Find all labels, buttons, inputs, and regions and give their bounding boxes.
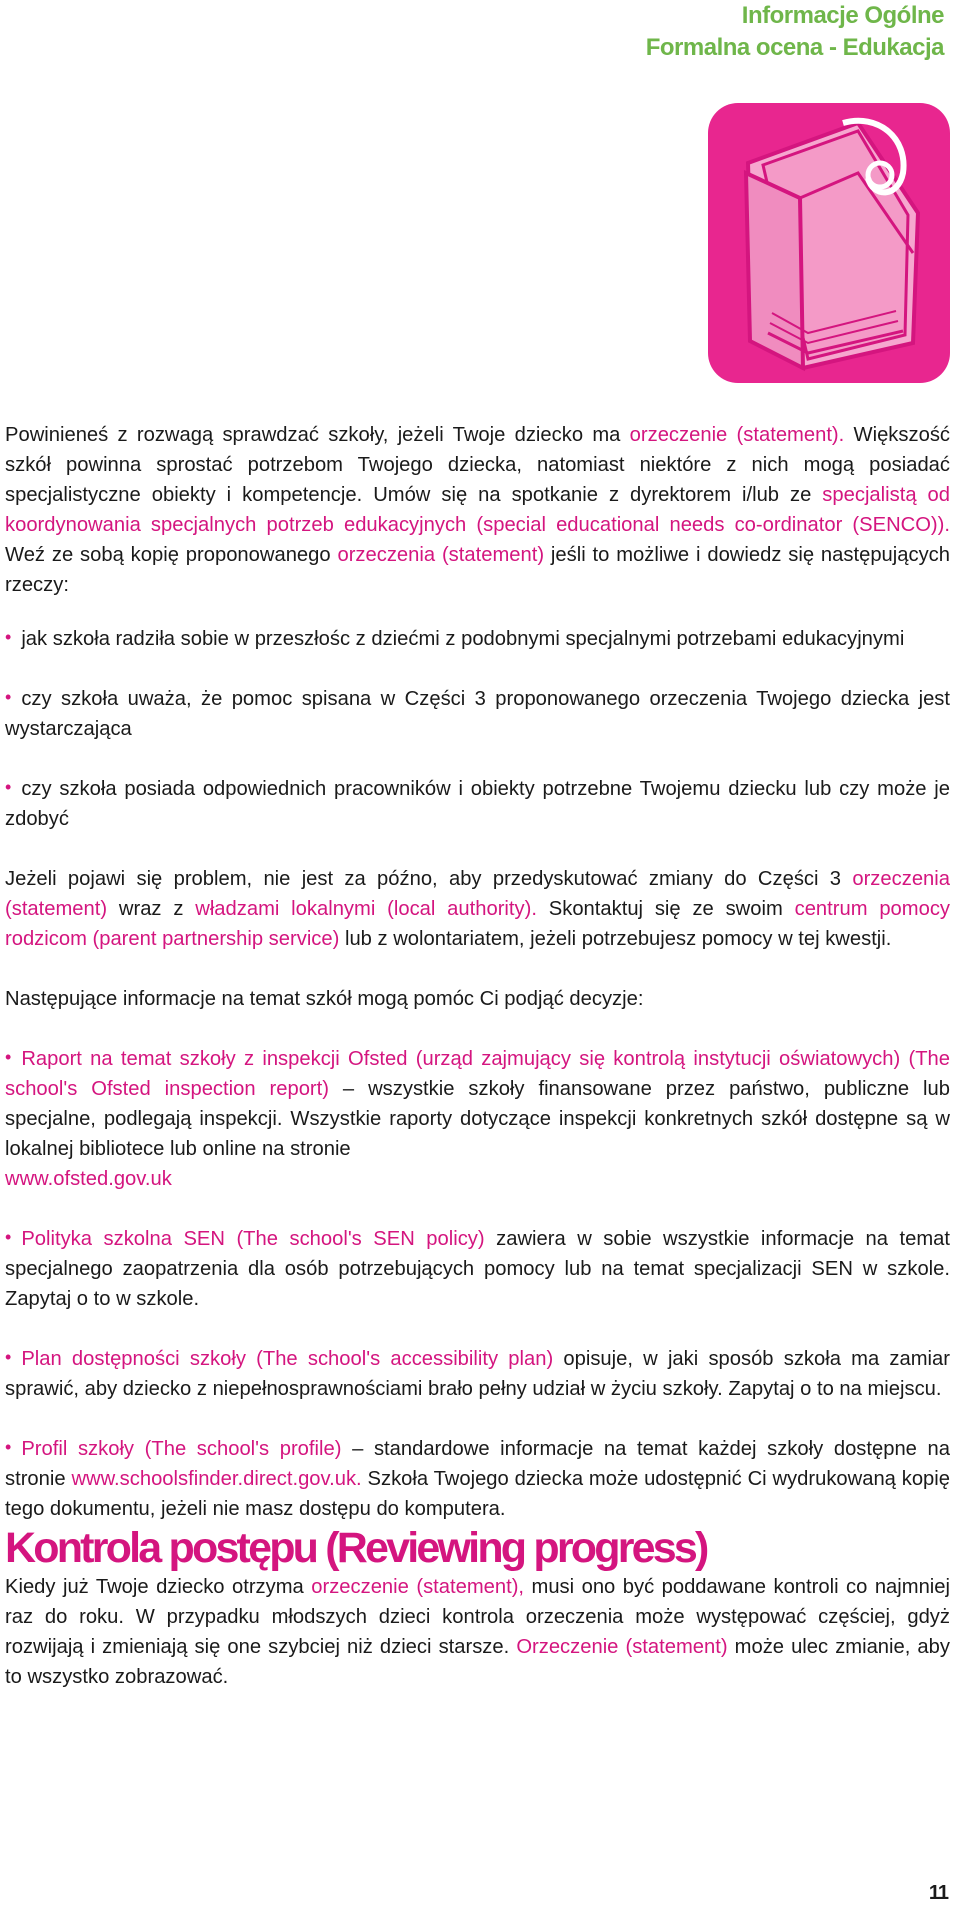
list-item: • jak szkoła radziła sobie w przeszłośc z dziećmi z podobnymi specjalnymi potrzebami edukacyjnymi	[5, 627, 905, 650]
bullet-icon: •	[5, 1047, 12, 1067]
statement-term: orzeczenie (statement),	[311, 1576, 525, 1598]
statement-term: orzeczenie (statement).	[629, 424, 845, 446]
section-heading: Kontrola postępu (Reviewing progress)	[5, 1524, 707, 1572]
bullet-icon: •	[5, 1227, 12, 1247]
intro-paragraph: Powinieneś z rozwagą sprawdzać szkoły, jeżeli Twoje dziecko ma orzeczenie (statement). Większość szkół powinna sprostać potrzebom Twojego dziecka, natomiast niektóre z nich mogą posiadać specjalistyczne obiekty i kompetencje. Umów się na spotkanie z dyrektorem i/lub ze specjalistą od koordynowania specjalnych potrzeb edukacyjnych (special educational needs co-ordinator (SENCO)). Weź ze sobą kopię proponowanego orzeczenia (statement) jeśli to możliwe i dowiedz się następujących rzeczy:	[5, 424, 951, 596]
local-authority-term: władzami lokalnymi (local authority).	[195, 898, 537, 920]
accessibility-plan-term: Plan dostępności szkoły (The school's accessibility plan)	[21, 1348, 554, 1370]
list-item: • czy szkoła uważa, że pomoc spisana w Części 3 proponowanego orzeczenia Twojego dziecka jest wystarczająca	[5, 687, 950, 740]
statement-term: orzeczenia (statement)	[5, 868, 950, 920]
statement-term: Orzeczenie (statement)	[516, 1636, 728, 1658]
ofsted-link[interactable]: www.ofsted.gov.uk	[5, 1168, 172, 1190]
list-item: • czy szkoła posiada odpowiednich pracowników i obiekty potrzebne Twojemu dziecku lub czy może je zdobyć	[5, 777, 950, 830]
review-paragraph: Kiedy już Twoje dziecko otrzyma orzeczenie (statement), musi ono być poddawane kontroli co najmniej raz do roku. W przypadku młodszych dzieci kontrola orzeczenia może występować częściej, gdyż rozwijają i zmieniają się one szybciej niż dzieci starsze. Orzeczenie (statement) może ulec zmianie, aby to wszystko zobrazować.	[5, 1576, 950, 1688]
bullet-icon: •	[5, 687, 12, 707]
ofsted-report-term: Raport na temat szkoły z inspekcji Ofsted (urząd zajmujący się kontrolą instytucji oświatowych) (The school's Ofsted inspection report)	[5, 1048, 950, 1100]
bullet-icon: •	[5, 1347, 12, 1367]
main-content	[5, 420, 950, 1692]
list-item: • Polityka szkolna SEN (The school's SEN policy) zawiera w sobie wszystkie informacje na temat specjalnego zaopatrzenia dla osób potrzebujących pomocy lub na temat specjalizacji SEN w szkole. Zapytaj o to w szkole.	[5, 1227, 950, 1310]
list-item: • Profil szkoły (The school's profile) – standardowe informacje na temat każdej szkoły dostępne na stronie www.schoolsfinder.direct.gov.uk. Szkoła Twojego dziecka może udostępnić Ci wydrukowaną kopię tego dokumentu, jeżeli nie masz dostępu do komputera.	[5, 1437, 950, 1520]
header-line-2: Formalna ocena - Edukacja	[645, 34, 944, 61]
sen-policy-term: Polityka szkolna SEN (The school's SEN policy)	[21, 1228, 485, 1250]
page-number: 11	[928, 1882, 948, 1904]
list-item: • Raport na temat szkoły z inspekcji Ofsted (urząd zajmujący się kontrolą instytucji oświatowych) (The school's Ofsted inspection report) – wszystkie szkoły finansowane przez państwo, publiczne lub specjalne, podlegają inspekcji. Wszystkie raporty dotyczące inspekcji konkretnych szkół dostępne są w lokalnej bibliotece lub online na stronie www.ofsted.gov.uk	[5, 1047, 950, 1190]
bullet-icon: •	[5, 1437, 12, 1457]
bullet-icon: •	[5, 777, 12, 797]
problem-paragraph: Jeżeli pojawi się problem, nie jest za późno, aby przedyskutować zmiany do Części 3 orzeczenia (statement) wraz z władzami lokalnymi (local authority). Skontaktuj się ze swoim centrum pomocy rodzicom (parent partnership service) lub z wolontariatem, jeżeli potrzebujesz pomocy w tej kwestji.	[5, 868, 951, 950]
statement-term: orzeczenia (statement)	[337, 544, 545, 566]
bullet-icon: •	[5, 627, 12, 647]
school-profile-term: Profil szkoły (The school's profile)	[21, 1438, 342, 1460]
senco-term: specjalistą od koordynowania specjalnych potrzeb edukacyjnych (special educational needs co-ordinator (SENCO)).	[5, 484, 950, 536]
list-item: • Plan dostępności szkoły (The school's accessibility plan) opisuje, w jaki sposób szkoła ma zamiar sprawić, aby dziecko z niepełnosprawnościami brało pełny udział w życiu szkoły. Zapytaj o to na miejscu.	[5, 1347, 950, 1400]
book-icon	[708, 103, 950, 383]
schoolsfinder-link[interactable]: www.schoolsfinder.direct.gov.uk.	[71, 1468, 362, 1490]
parent-partnership-term: centrum pomocy rodzicom (parent partnership service)	[5, 898, 951, 950]
header-line-1: Informacje Ogólne	[741, 2, 944, 29]
page-header	[646, 0, 944, 64]
info-intro: Następujące informacje na temat szkół mogą pomóc Ci podjąć decyzje:	[5, 988, 644, 1010]
